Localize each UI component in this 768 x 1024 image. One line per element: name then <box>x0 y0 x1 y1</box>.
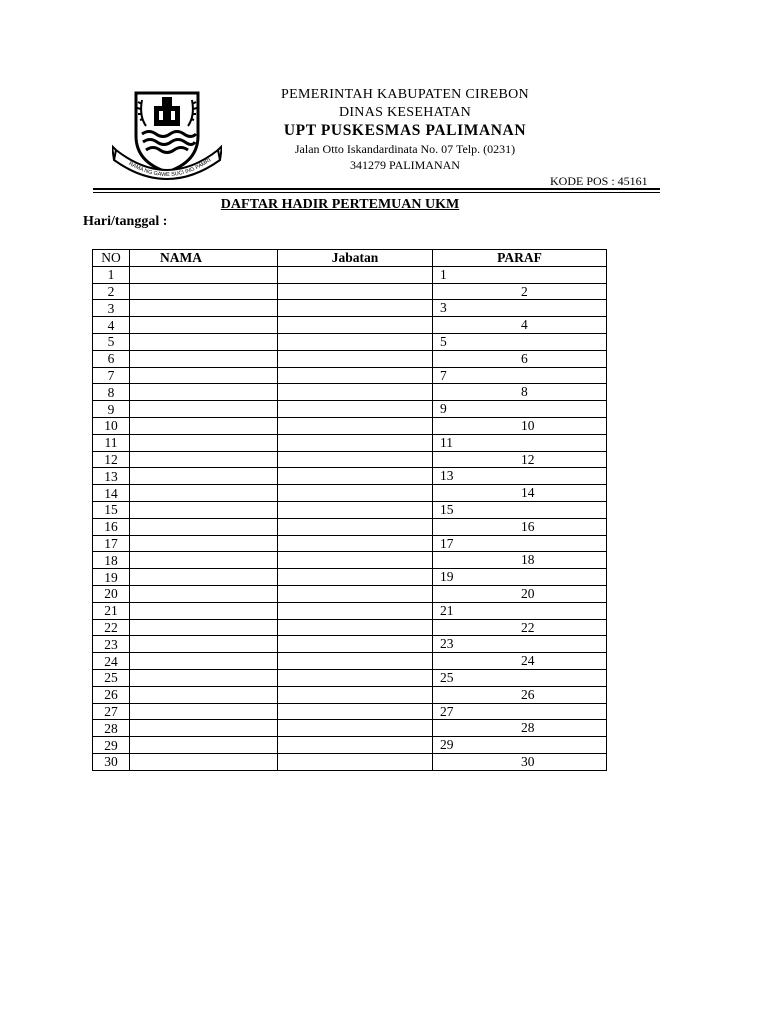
table-row <box>93 468 607 485</box>
row-number: 25 <box>93 669 130 686</box>
paraf-cell[interactable] <box>433 619 607 636</box>
paraf-number: 23 <box>440 636 454 652</box>
row-number: 22 <box>93 619 130 636</box>
jabatan-cell[interactable] <box>278 317 433 334</box>
jabatan-cell[interactable] <box>278 417 433 434</box>
header-divider-thin <box>93 192 660 193</box>
jabatan-cell[interactable] <box>278 720 433 737</box>
jabatan-cell[interactable] <box>278 535 433 552</box>
table-row <box>93 686 607 703</box>
jabatan-cell[interactable] <box>278 636 433 653</box>
nama-cell[interactable] <box>130 417 278 434</box>
jabatan-cell[interactable] <box>278 737 433 754</box>
row-number: 1 <box>93 266 130 283</box>
jabatan-cell[interactable] <box>278 333 433 350</box>
table-row <box>93 401 607 418</box>
paraf-cell[interactable] <box>433 485 607 502</box>
row-number: 28 <box>93 720 130 737</box>
row-number: 11 <box>93 434 130 451</box>
paraf-cell[interactable] <box>433 350 607 367</box>
paraf-number: 2 <box>521 283 528 299</box>
table-row <box>93 266 607 283</box>
table-row <box>93 283 607 300</box>
paraf-number: 27 <box>440 703 454 719</box>
paraf-cell[interactable] <box>433 569 607 586</box>
paraf-number: 16 <box>521 518 535 534</box>
paraf-number: 11 <box>440 434 453 450</box>
paraf-cell[interactable] <box>433 653 607 670</box>
regency-crest-logo <box>112 88 222 188</box>
row-number: 2 <box>93 283 130 300</box>
paraf-number: 26 <box>521 686 535 702</box>
row-number: 14 <box>93 485 130 502</box>
nama-cell[interactable] <box>130 720 278 737</box>
column-header-nama: NAMA <box>130 250 278 267</box>
jabatan-cell[interactable] <box>278 434 433 451</box>
jabatan-cell[interactable] <box>278 350 433 367</box>
nama-cell[interactable] <box>130 367 278 384</box>
nama-cell[interactable] <box>130 485 278 502</box>
row-number: 8 <box>93 384 130 401</box>
table-row <box>93 535 607 552</box>
address-line: Jalan Otto Iskandardinata No. 07 Telp. (0231) <box>294 142 516 156</box>
header-divider-thick <box>93 188 660 190</box>
paraf-number: 19 <box>440 569 454 585</box>
paraf-number: 17 <box>440 535 454 551</box>
paraf-cell[interactable] <box>433 283 607 300</box>
table-row <box>93 300 607 317</box>
table-row <box>93 602 607 619</box>
document-title: DAFTAR HADIR PERTEMUAN UKM <box>220 197 460 212</box>
jabatan-cell[interactable] <box>278 468 433 485</box>
jabatan-cell[interactable] <box>278 552 433 569</box>
paraf-cell[interactable] <box>433 753 607 770</box>
table-row <box>93 384 607 401</box>
column-header-no: NO <box>93 250 130 267</box>
jabatan-cell[interactable] <box>278 266 433 283</box>
nama-cell[interactable] <box>130 451 278 468</box>
jabatan-cell[interactable] <box>278 367 433 384</box>
paraf-cell[interactable] <box>433 501 607 518</box>
nama-cell[interactable] <box>130 518 278 535</box>
paraf-cell[interactable] <box>433 518 607 535</box>
table-row <box>93 367 607 384</box>
paraf-cell[interactable] <box>433 417 607 434</box>
postal-code: KODE POS : 45161 <box>550 174 648 188</box>
paraf-number: 18 <box>521 552 535 568</box>
row-number: 19 <box>93 569 130 586</box>
paraf-number: 9 <box>440 401 447 417</box>
jabatan-cell[interactable] <box>278 602 433 619</box>
government-name: PEMERINTAH KABUPATEN CIREBON <box>281 87 529 102</box>
jabatan-cell[interactable] <box>278 585 433 602</box>
paraf-cell[interactable] <box>433 669 607 686</box>
jabatan-cell[interactable] <box>278 619 433 636</box>
row-number: 9 <box>93 401 130 418</box>
institution-name: UPT PUSKESMAS PALIMANAN <box>283 122 527 139</box>
row-number: 17 <box>93 535 130 552</box>
table-row <box>93 585 607 602</box>
nama-cell[interactable] <box>130 501 278 518</box>
jabatan-cell[interactable] <box>278 518 433 535</box>
nama-cell[interactable] <box>130 333 278 350</box>
paraf-number: 22 <box>521 619 535 635</box>
jabatan-cell[interactable] <box>278 501 433 518</box>
table-row <box>93 720 607 737</box>
paraf-cell[interactable] <box>433 266 607 283</box>
table-row <box>93 485 607 502</box>
paraf-cell[interactable] <box>433 468 607 485</box>
paraf-cell[interactable] <box>433 300 607 317</box>
row-number: 30 <box>93 753 130 770</box>
table-row <box>93 518 607 535</box>
paraf-number: 20 <box>521 585 535 601</box>
paraf-number: 13 <box>440 468 454 484</box>
paraf-number: 21 <box>440 602 454 618</box>
department-name: DINAS KESEHATAN <box>338 105 472 120</box>
table-row <box>93 333 607 350</box>
nama-cell[interactable] <box>130 434 278 451</box>
letterhead <box>255 86 555 173</box>
row-number: 5 <box>93 333 130 350</box>
nama-cell[interactable] <box>130 602 278 619</box>
row-number: 6 <box>93 350 130 367</box>
row-number: 26 <box>93 686 130 703</box>
paraf-number: 24 <box>521 653 535 669</box>
nama-cell[interactable] <box>130 468 278 485</box>
nama-cell[interactable] <box>130 737 278 754</box>
paraf-cell[interactable] <box>433 434 607 451</box>
row-number: 3 <box>93 300 130 317</box>
paraf-cell[interactable] <box>433 636 607 653</box>
paraf-cell[interactable] <box>433 686 607 703</box>
jabatan-cell[interactable] <box>278 401 433 418</box>
paraf-cell[interactable] <box>433 602 607 619</box>
row-number: 21 <box>93 602 130 619</box>
row-number: 24 <box>93 653 130 670</box>
jabatan-cell[interactable] <box>278 703 433 720</box>
paraf-number: 8 <box>521 384 528 400</box>
nama-cell[interactable] <box>130 317 278 334</box>
paraf-number: 3 <box>440 300 447 316</box>
paraf-cell[interactable] <box>433 451 607 468</box>
paraf-number: 1 <box>440 266 447 282</box>
paraf-cell[interactable] <box>433 401 607 418</box>
date-label: Hari/tanggal : <box>83 214 168 229</box>
row-number: 12 <box>93 451 130 468</box>
paraf-cell[interactable] <box>433 333 607 350</box>
table-row <box>93 569 607 586</box>
paraf-number: 10 <box>521 417 535 433</box>
nama-cell[interactable] <box>130 384 278 401</box>
table-row <box>93 552 607 569</box>
jabatan-cell[interactable] <box>278 485 433 502</box>
column-header-jabatan: Jabatan <box>278 250 433 267</box>
jabatan-cell[interactable] <box>278 569 433 586</box>
svg-text:RAMA NG GAWE SUCI ING PAMRIH: RAMA NG GAWE SUCI ING PAMRI <box>127 157 213 179</box>
nama-cell[interactable] <box>130 753 278 770</box>
paraf-cell[interactable] <box>433 384 607 401</box>
paraf-cell[interactable] <box>433 552 607 569</box>
row-number: 20 <box>93 585 130 602</box>
jabatan-cell[interactable] <box>278 686 433 703</box>
paraf-cell[interactable] <box>433 317 607 334</box>
paraf-number: 25 <box>440 669 454 685</box>
paraf-cell[interactable] <box>433 737 607 754</box>
column-header-paraf: PARAF <box>433 250 607 267</box>
nama-cell[interactable] <box>130 300 278 317</box>
paraf-cell[interactable] <box>433 720 607 737</box>
paraf-number: 30 <box>521 753 535 769</box>
table-row <box>93 434 607 451</box>
nama-cell[interactable] <box>130 636 278 653</box>
nama-cell[interactable] <box>130 350 278 367</box>
table-row <box>93 737 607 754</box>
jabatan-cell[interactable] <box>278 653 433 670</box>
row-number: 15 <box>93 501 130 518</box>
paraf-number: 7 <box>440 367 447 383</box>
paraf-number: 4 <box>521 317 528 333</box>
nama-cell[interactable] <box>130 569 278 586</box>
nama-cell[interactable] <box>130 585 278 602</box>
jabatan-cell[interactable] <box>278 283 433 300</box>
row-number: 7 <box>93 367 130 384</box>
table-header-row <box>93 250 607 267</box>
paraf-number: 6 <box>521 350 528 366</box>
row-number: 4 <box>93 317 130 334</box>
phone-city-line: 341279 PALIMANAN <box>350 158 460 172</box>
row-number: 23 <box>93 636 130 653</box>
paraf-cell[interactable] <box>433 535 607 552</box>
table-row <box>93 753 607 770</box>
paraf-cell[interactable] <box>433 703 607 720</box>
row-number: 10 <box>93 417 130 434</box>
attendance-table <box>92 249 607 771</box>
nama-cell[interactable] <box>130 653 278 670</box>
paraf-number: 28 <box>521 720 535 736</box>
table-row <box>93 451 607 468</box>
table-row <box>93 501 607 518</box>
nama-cell[interactable] <box>130 669 278 686</box>
paraf-number: 15 <box>440 501 454 517</box>
table-row <box>93 703 607 720</box>
jabatan-cell[interactable] <box>278 300 433 317</box>
row-number: 16 <box>93 518 130 535</box>
paraf-cell[interactable] <box>433 367 607 384</box>
table-row <box>93 669 607 686</box>
nama-cell[interactable] <box>130 686 278 703</box>
nama-cell[interactable] <box>130 283 278 300</box>
jabatan-cell[interactable] <box>278 384 433 401</box>
jabatan-cell[interactable] <box>278 451 433 468</box>
table-row <box>93 636 607 653</box>
jabatan-cell[interactable] <box>278 753 433 770</box>
table-row <box>93 619 607 636</box>
jabatan-cell[interactable] <box>278 669 433 686</box>
paraf-number: 14 <box>521 485 535 501</box>
table-row <box>93 653 607 670</box>
row-number: 13 <box>93 468 130 485</box>
paraf-number: 12 <box>521 451 535 467</box>
row-number: 29 <box>93 737 130 754</box>
paraf-number: 5 <box>440 333 447 349</box>
row-number: 27 <box>93 703 130 720</box>
paraf-cell[interactable] <box>433 585 607 602</box>
nama-cell[interactable] <box>130 401 278 418</box>
nama-cell[interactable] <box>130 552 278 569</box>
paraf-number: 29 <box>440 737 454 753</box>
nama-cell[interactable] <box>130 619 278 636</box>
table-row <box>93 317 607 334</box>
row-number: 18 <box>93 552 130 569</box>
table-row <box>93 417 607 434</box>
nama-cell[interactable] <box>130 703 278 720</box>
table-row <box>93 350 607 367</box>
nama-cell[interactable] <box>130 535 278 552</box>
nama-cell[interactable] <box>130 266 278 283</box>
